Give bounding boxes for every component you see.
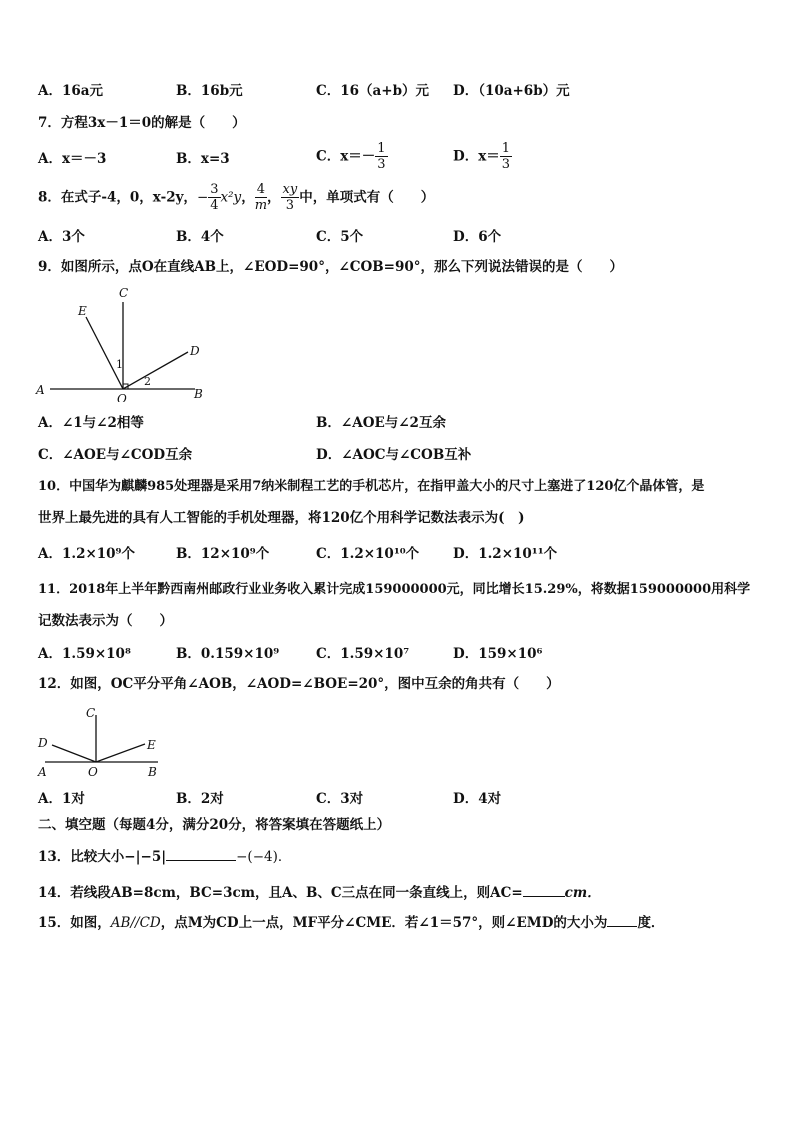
label-o: O xyxy=(88,765,98,779)
q10-option-d: D．1.2×10¹¹个 xyxy=(453,546,558,562)
q8-option-b: B．4个 xyxy=(176,229,224,245)
q13-stem: 13．比较大小−|−5| −(−4)． xyxy=(38,849,292,865)
fraction: $\frac{4}{m}$ xyxy=(254,182,268,213)
q14-stem: 14．若线段AB=8cm，BC=3cm，且A、B、C三点在同一条直线上，则AC= cm． xyxy=(38,885,601,901)
q12-option-b: B．2对 xyxy=(176,791,224,807)
label-e: E xyxy=(147,738,156,752)
q10-stem-line2: 世界上最先进的具有人工智能的手机处理器，将120亿个用科学记数法表示为( ) xyxy=(38,510,525,526)
q9-option-a: A．∠1与∠2相等 xyxy=(38,415,144,431)
label-o: O xyxy=(117,392,127,402)
q11-option-d: D．159×10⁶ xyxy=(453,646,543,662)
q8-option-a: A．3个 xyxy=(38,229,85,245)
angle-1-label: 1 xyxy=(116,358,123,371)
q6-option-d: D．（10a+6b）元 xyxy=(453,83,570,99)
label-e: E xyxy=(78,304,87,318)
section-2-heading: 二、填空题（每题4分，满分20分，将答案填在答题纸上） xyxy=(38,817,391,833)
label-c: C xyxy=(119,286,129,300)
q10-option-c: C．1.2×10¹⁰个 xyxy=(316,546,420,562)
q7-option-c: C．x＝－ $\frac{1}{3}$ xyxy=(316,141,386,172)
q11-option-b: B．0.159×10⁹ xyxy=(176,646,280,662)
fraction: $\frac{1}{3}$ xyxy=(377,141,386,172)
q15-stem: 15．如图，AB//CD，点M为CD上一点，MF平分∠CME．若∠1＝57°，则∠EMD的大小为 度． xyxy=(38,915,665,931)
q12-figure xyxy=(30,700,180,782)
q12-option-c: C．3对 xyxy=(316,791,364,807)
q12-option-a: A．1对 xyxy=(38,791,85,807)
q9-option-c: C．∠AOE与∠COD互余 xyxy=(38,447,193,463)
q9-option-b: B．∠AOE与∠2互余 xyxy=(316,415,446,431)
label-a: A xyxy=(36,383,45,397)
q9-stem: 9．如图所示，点O在直线AB上，∠EOD=90°，∠COB=90°，那么下列说法错误的是（ ） xyxy=(38,259,624,275)
q8-option-c: C．5个 xyxy=(316,229,364,245)
label-b: B xyxy=(148,765,157,779)
label-d: D xyxy=(38,736,48,750)
answer-blank[interactable] xyxy=(523,896,565,897)
label-d: D xyxy=(190,344,200,358)
q12-stem: 12．如图，OC平分平角∠AOB，∠AOD=∠BOE=20°，图中互余的角共有（ ） xyxy=(38,676,560,692)
q7-option-d: D．x＝ $\frac{1}{3}$ xyxy=(453,141,511,172)
q10-stem-line1: 10．中国华为麒麟985处理器是采用7纳米制程工艺的手机芯片，在指甲盖大小的尺寸上塞进了120亿个晶体管，是 xyxy=(38,479,705,494)
q11-option-a: A．1.59×10⁸ xyxy=(38,646,131,662)
q8-stem: 8．在式子-4，0，x-2y，− $\frac{3}{4}$ x²y， $\frac{4}{m}$ ， $\frac{xy}{3}$ 中，单项式有（ ） xyxy=(38,182,435,213)
q12-option-d: D．4对 xyxy=(453,791,502,807)
angle-2-label: 2 xyxy=(144,375,151,388)
q9-option-d: D．∠AOC与∠COB互补 xyxy=(316,447,472,463)
q7-option-b: B．x=3 xyxy=(176,151,230,167)
label-a: A xyxy=(38,765,47,779)
q7-stem: 7．方程3x－1＝0的解是（ ） xyxy=(38,115,246,131)
q6-option-b: B．16b元 xyxy=(176,83,243,99)
ray-oe xyxy=(96,744,145,762)
q8-option-d: D．6个 xyxy=(453,229,502,245)
label-c: C xyxy=(86,706,96,720)
q11-stem-line1: 11．2018年上半年黔西南州邮政行业业务收入累计完成159000000元，同比增长15.29%，将数据159000000用科学 xyxy=(38,582,751,597)
ray-oe xyxy=(86,317,123,389)
q10-option-a: A．1.2×10⁹个 xyxy=(38,546,135,562)
q6-option-c: C．16（a+b）元 xyxy=(316,83,430,99)
q7-option-a: A．x＝－3 xyxy=(38,151,107,167)
ray-od xyxy=(52,745,96,762)
q6-option-a: A．16a元 xyxy=(38,83,104,99)
ray-od xyxy=(123,352,188,389)
answer-blank[interactable] xyxy=(166,860,236,861)
fraction: $\frac{xy}{3}$ xyxy=(282,182,298,213)
q11-option-c: C．1.59×10⁷ xyxy=(316,646,410,662)
fraction: $\frac{1}{3}$ xyxy=(501,141,511,172)
q10-option-b: B．12×10⁹个 xyxy=(176,546,270,562)
fraction: $\frac{3}{4}$ xyxy=(210,182,219,213)
q11-stem-line2: 记数法表示为（ ） xyxy=(38,613,173,629)
answer-blank[interactable] xyxy=(607,926,637,927)
label-b: B xyxy=(194,387,203,401)
q9-figure xyxy=(30,282,220,402)
